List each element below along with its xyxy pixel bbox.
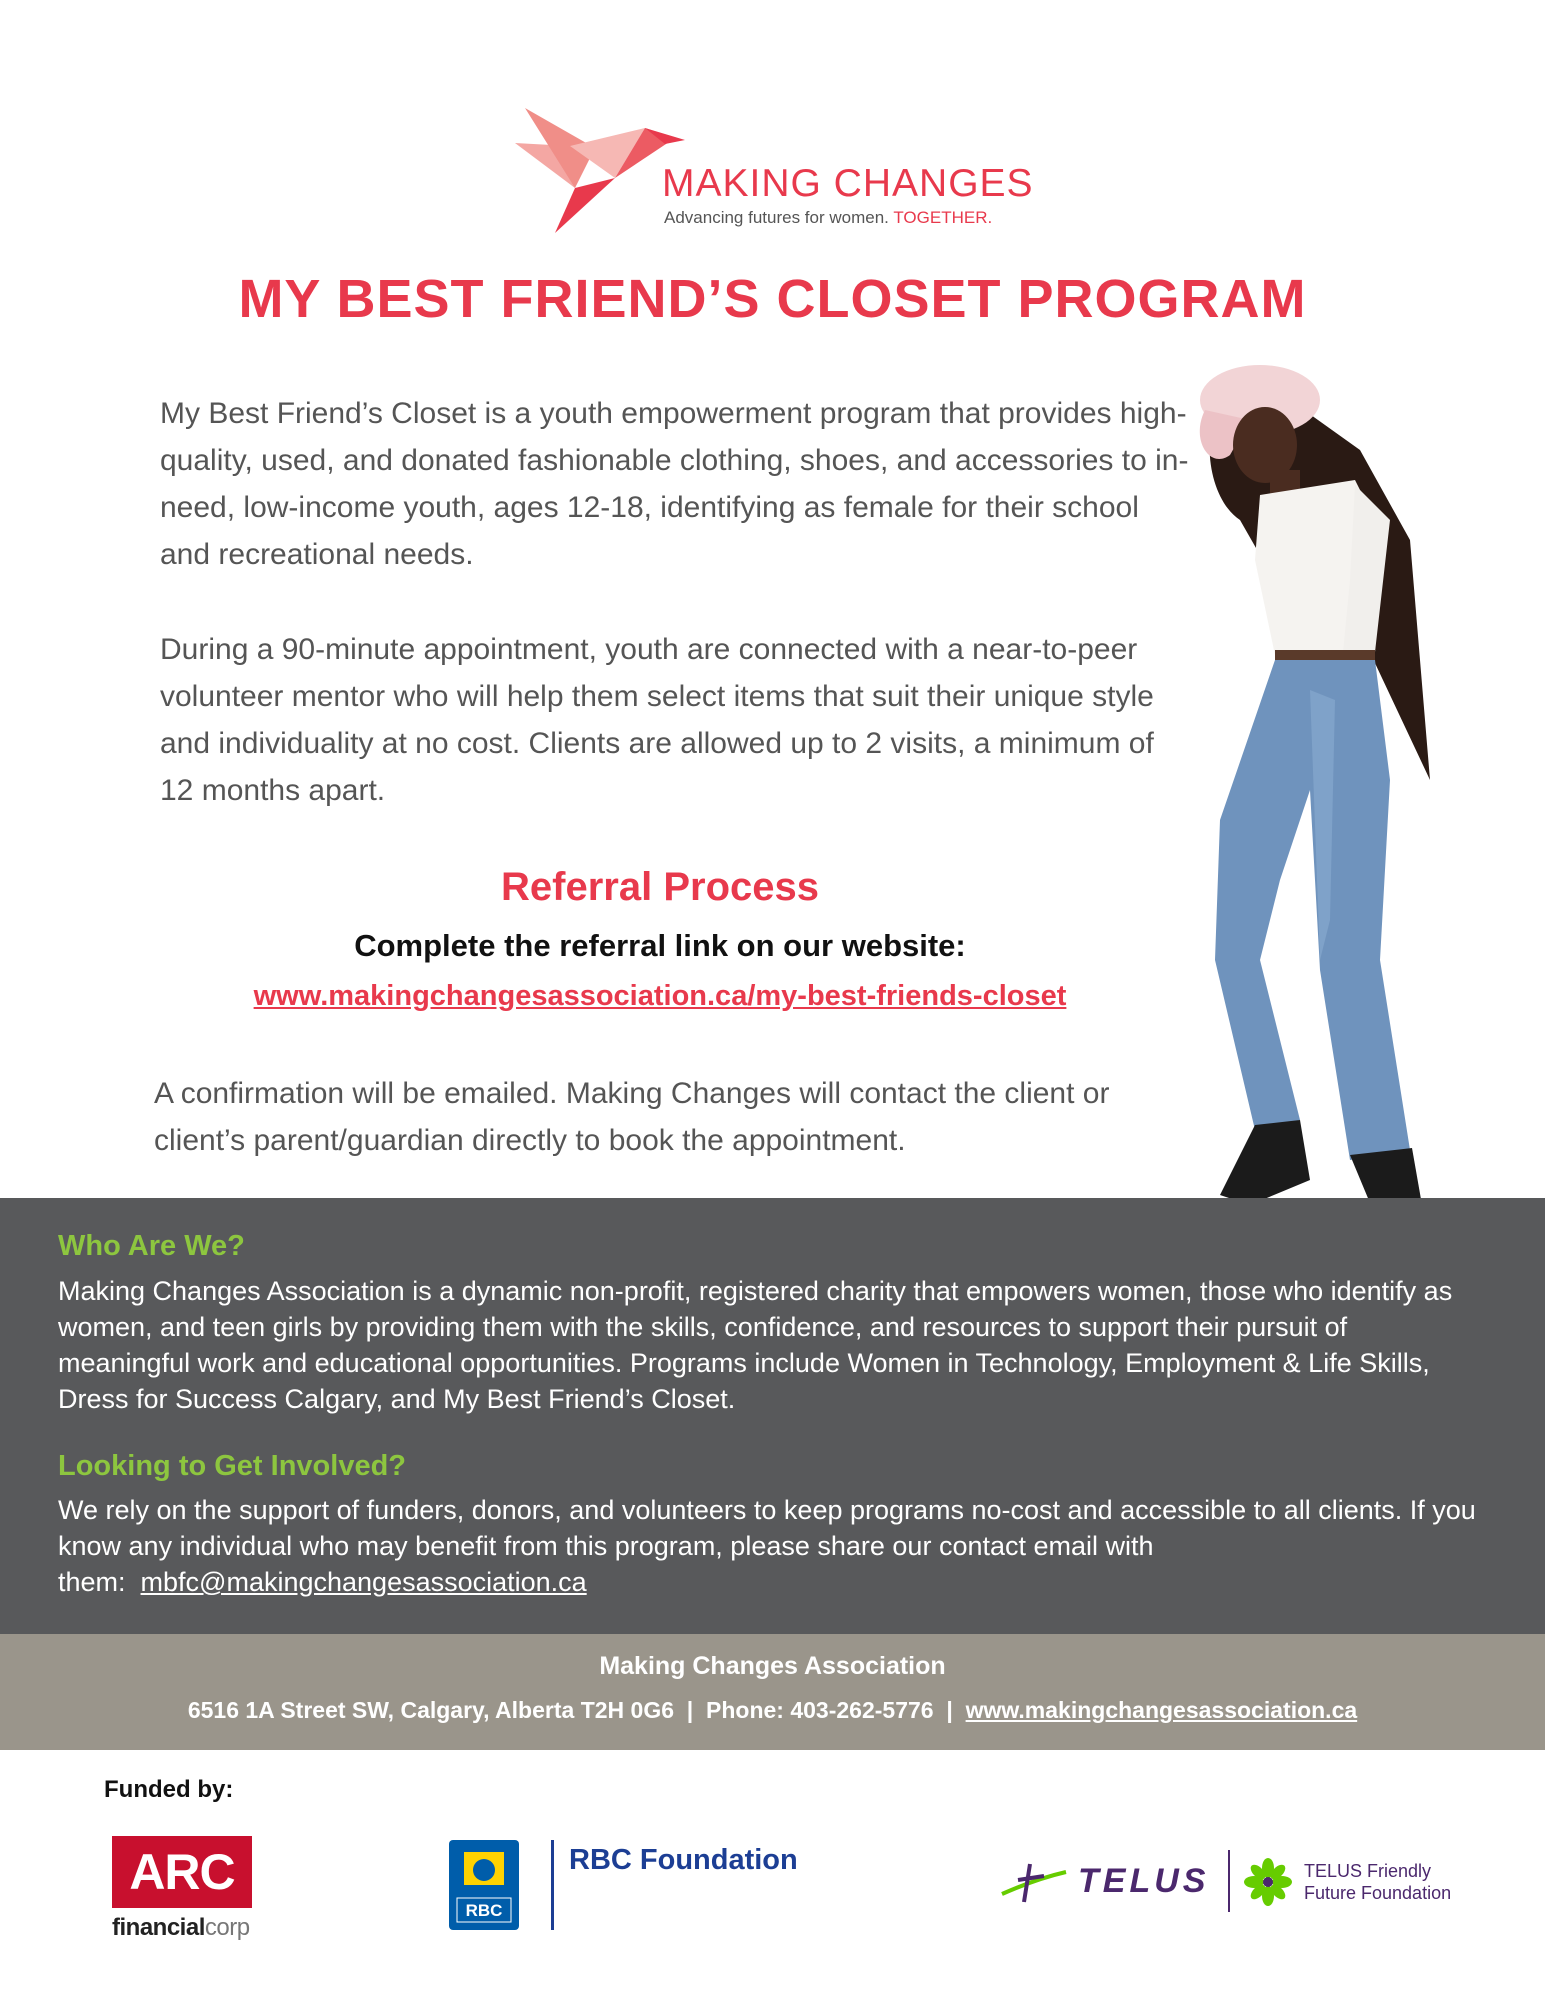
intro-paragraph-1: My Best Friend’s Closet is a youth empowerment program that provides high-quality, used, and donated fashionable clothing, shoes, and accessories to in-need, low-income youth, ages 12-18, identifying as female for their school and recreational needs.: [160, 397, 1189, 571]
telus-foundation-line-1: TELUS Friendly: [1304, 1861, 1432, 1881]
organization-name: Making Changes Association: [599, 1652, 946, 1680]
referral-link[interactable]: www.makingchangesassociation.ca/my-best-friends-closet: [253, 980, 1067, 1012]
logo-tagline: [664, 208, 992, 228]
get-involved-body: We rely on the support of funders, donors, and volunteers to keep programs no-cost and accessible to all clients. If you know any individual who may benefit from this program, please share our contact email with them:: [58, 1495, 1476, 1597]
website-link[interactable]: www.makingchangesassociation.ca: [965, 1697, 1358, 1723]
phone-number: Phone: 403-262-5776: [706, 1697, 934, 1723]
youth-model-image: [1160, 360, 1460, 1260]
confirmation-text: A confirmation will be emailed. Making Changes will contact the client or client’s parent/guardian directly to book the appointment.: [154, 1077, 1110, 1157]
arc-sub-bold: financial: [112, 1914, 205, 1941]
get-involved-text: [58, 1492, 1478, 1600]
arc-sub-light: corp: [204, 1914, 250, 1941]
telus-foundation-line-2: Future Foundation: [1304, 1883, 1452, 1903]
referral-heading: Referral Process: [501, 865, 819, 909]
info-band: [0, 1198, 1545, 1634]
rbc-lion-shield-icon: [449, 1840, 519, 1930]
telus-wordmark: TELUS: [1078, 1862, 1210, 1900]
arc-subtitle: [112, 1914, 250, 1942]
rbc-foundation-logo: [449, 1838, 799, 1938]
street-address: 6516 1A Street SW, Calgary, Alberta T2H 0G6: [187, 1697, 675, 1723]
contact-email-link[interactable]: mbfc@makingchangesassociation.ca: [140, 1567, 587, 1597]
get-involved-heading: Looking to Get Involved?: [58, 1450, 406, 1482]
logo-name: MAKING CHANGES: [662, 162, 1034, 205]
arc-financial-logo: [112, 1836, 252, 1946]
separator: |: [946, 1697, 953, 1723]
arc-wordmark: ARC: [112, 1836, 252, 1908]
address-line: [0, 1697, 1545, 1724]
telus-foundation-name: [1304, 1860, 1451, 1904]
who-are-we-text: Making Changes Association is a dynamic non-profit, registered charity that empowers women, those who identify as women, and teen girls by providing them with the skills, confidence, and resources to support their pursuit of meaningful work and educational opportunities. Programs include Women in Technology, Employment & Life Skills, Dress for Success Calgary, and My Best Friend’s Closet.: [58, 1276, 1453, 1414]
funded-by-label: Funded by:: [104, 1776, 234, 1803]
address-band: [0, 1634, 1545, 1750]
separator: |: [686, 1697, 694, 1723]
rbc-foundation-name: RBC Foundation: [569, 1844, 798, 1876]
intro-paragraph-2: During a 90-minute appointment, youth are connected with a near-to-peer volunteer mentor who will help them select items that suit their unique style and individuality at no cost. Clients are allowed up to 2 visits, a minimum of 12 months apart.: [160, 633, 1154, 807]
tagline-main: Advancing futures for women.: [664, 208, 889, 227]
referral-instruction: Complete the referral link on our website:: [354, 928, 966, 963]
telus-swoosh-icon: [1000, 1858, 1070, 1906]
telus-divider: [1228, 1850, 1230, 1912]
origami-bird-icon: [515, 108, 685, 233]
telus-logo: [1000, 1848, 1470, 1918]
telus-flower-icon: [1244, 1858, 1292, 1906]
svg-text:RBC: RBC: [465, 1901, 503, 1920]
making-changes-logo: [515, 108, 1035, 233]
rbc-divider: [551, 1840, 554, 1930]
tagline-accent: TOGETHER.: [893, 208, 993, 227]
page-title: MY BEST FRIEND’S CLOSET PROGRAM: [238, 269, 1307, 329]
who-are-we-heading: Who Are We?: [58, 1230, 245, 1262]
